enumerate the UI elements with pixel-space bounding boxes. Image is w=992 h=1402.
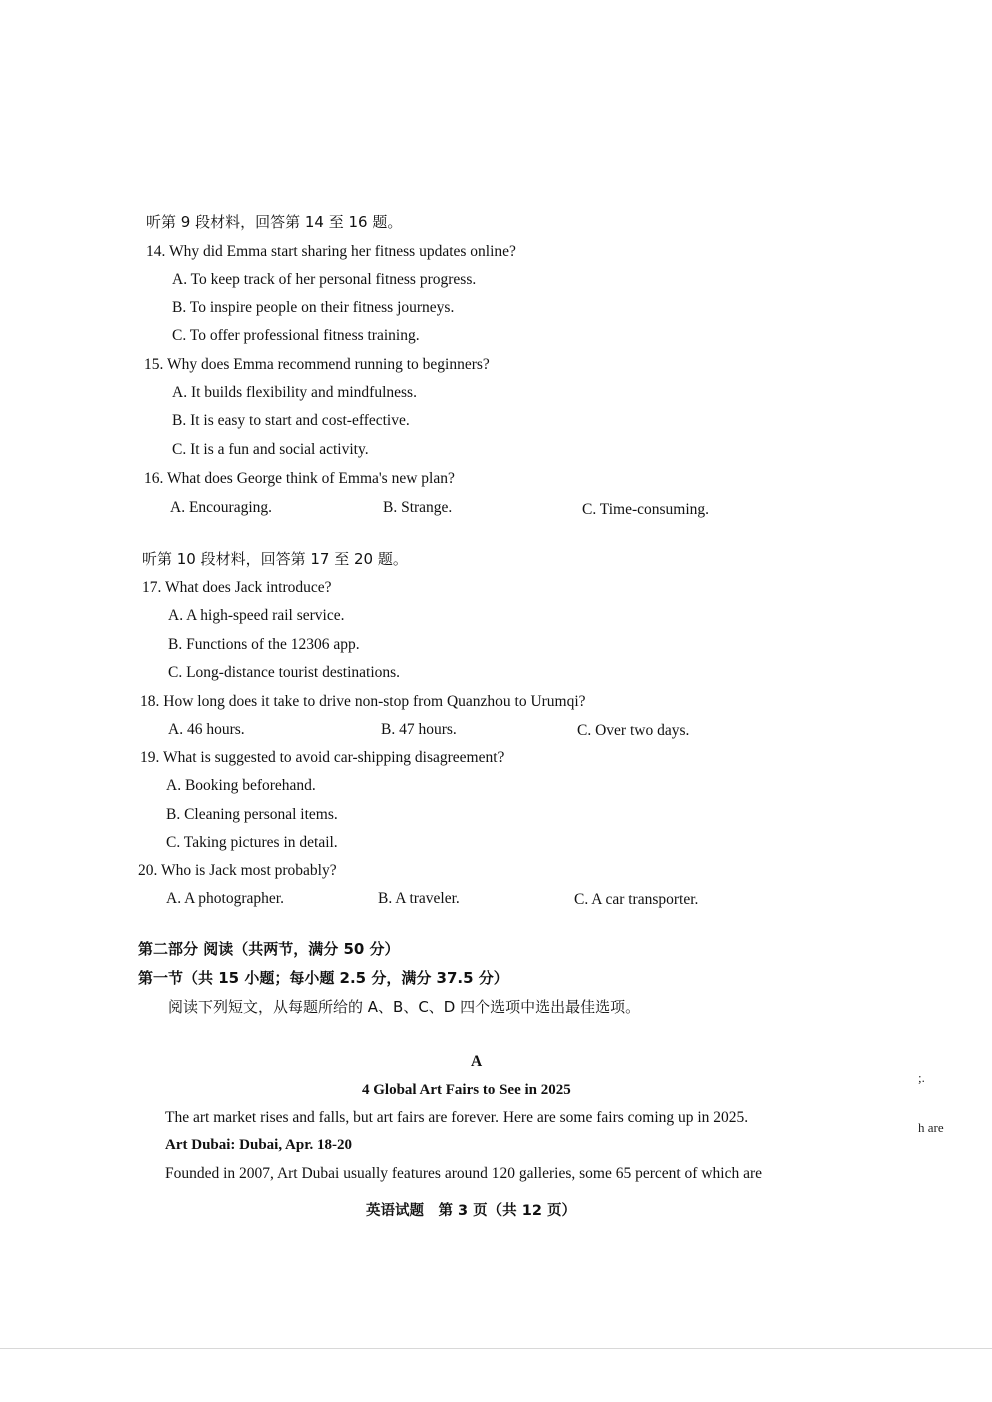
margin-fragment: h are [918, 1120, 944, 1135]
bottom-rule [0, 1348, 992, 1349]
option-14-c: C. To offer professional fitness training. [172, 327, 420, 344]
option-14-a: A. To keep track of her personal fitness progress. [172, 271, 477, 288]
margin-fragment: ;. [918, 1070, 925, 1085]
option-19-a: A. Booking beforehand. [166, 777, 316, 794]
reading-instruction: 阅读下列短文，从每题所给的 A、B、C、D 四个选项中选出最佳选项。 [168, 998, 641, 1016]
option-16-c: C. Time-consuming. [582, 501, 710, 518]
option-20-a: A. A photographer. [166, 890, 284, 907]
question-16: 16. What does George think of Emma's new plan? [144, 470, 455, 487]
option-16-b: B. Strange. [383, 499, 453, 516]
question-20: 20. Who is Jack most probably? [138, 862, 337, 879]
passage-title: 4 Global Art Fairs to See in 2025 [362, 1082, 571, 1098]
option-18-a: A. 46 hours. [168, 721, 245, 738]
fair-text: Founded in 2007, Art Dubai usually features around 120 galleries, some 65 percent of which are [165, 1165, 763, 1182]
option-14-b: B. To inspire people on their fitness journeys. [172, 299, 455, 316]
option-18-b: B. 47 hours. [381, 721, 457, 738]
option-19-c: C. Taking pictures in detail. [166, 834, 338, 851]
passage-intro: The art market rises and falls, but art fairs are forever. Here are some fairs coming up in 2025. [165, 1109, 749, 1126]
option-17-b: B. Functions of the 12306 app. [168, 636, 360, 653]
fair-heading: Art Dubai: Dubai, Apr. 18-20 [165, 1137, 352, 1153]
option-20-b: B. A traveler. [378, 890, 460, 907]
option-17-c: C. Long-distance tourist destinations. [168, 664, 401, 681]
option-16-a: A. Encouraging. [170, 499, 273, 516]
option-19-b: B. Cleaning personal items. [166, 806, 338, 823]
question-15: 15. Why does Emma recommend running to beginners? [144, 356, 490, 373]
option-20-c: C. A car transporter. [574, 891, 699, 908]
section10-instruction: 听第 10 段材料，回答第 17 至 20 题。 [142, 550, 408, 568]
section9-instruction: 听第 9 段材料，回答第 14 至 16 题。 [146, 213, 403, 231]
question-18: 18. How long does it take to drive non-stop from Quanzhou to Urumqi? [140, 693, 586, 710]
passage-label: A [471, 1053, 483, 1070]
reading-section-title: 第一节（共 15 小题；每小题 2.5 分，满分 37.5 分） [138, 969, 509, 987]
question-17: 17. What does Jack introduce? [142, 579, 332, 596]
option-17-a: A. A high-speed rail service. [168, 607, 345, 624]
question-19: 19. What is suggested to avoid car-shipping disagreement? [140, 749, 505, 766]
page-footer: 英语试题 第 3 页（共 12 页） [366, 1203, 576, 1219]
option-15-c: C. It is a fun and social activity. [172, 441, 369, 458]
option-15-b: B. It is easy to start and cost-effective. [172, 412, 410, 429]
reading-part-title: 第二部分 阅读（共两节，满分 50 分） [138, 940, 400, 958]
question-14: 14. Why did Emma start sharing her fitness updates online? [146, 243, 516, 260]
option-18-c: C. Over two days. [577, 722, 690, 739]
option-15-a: A. It builds flexibility and mindfulness. [172, 384, 417, 401]
